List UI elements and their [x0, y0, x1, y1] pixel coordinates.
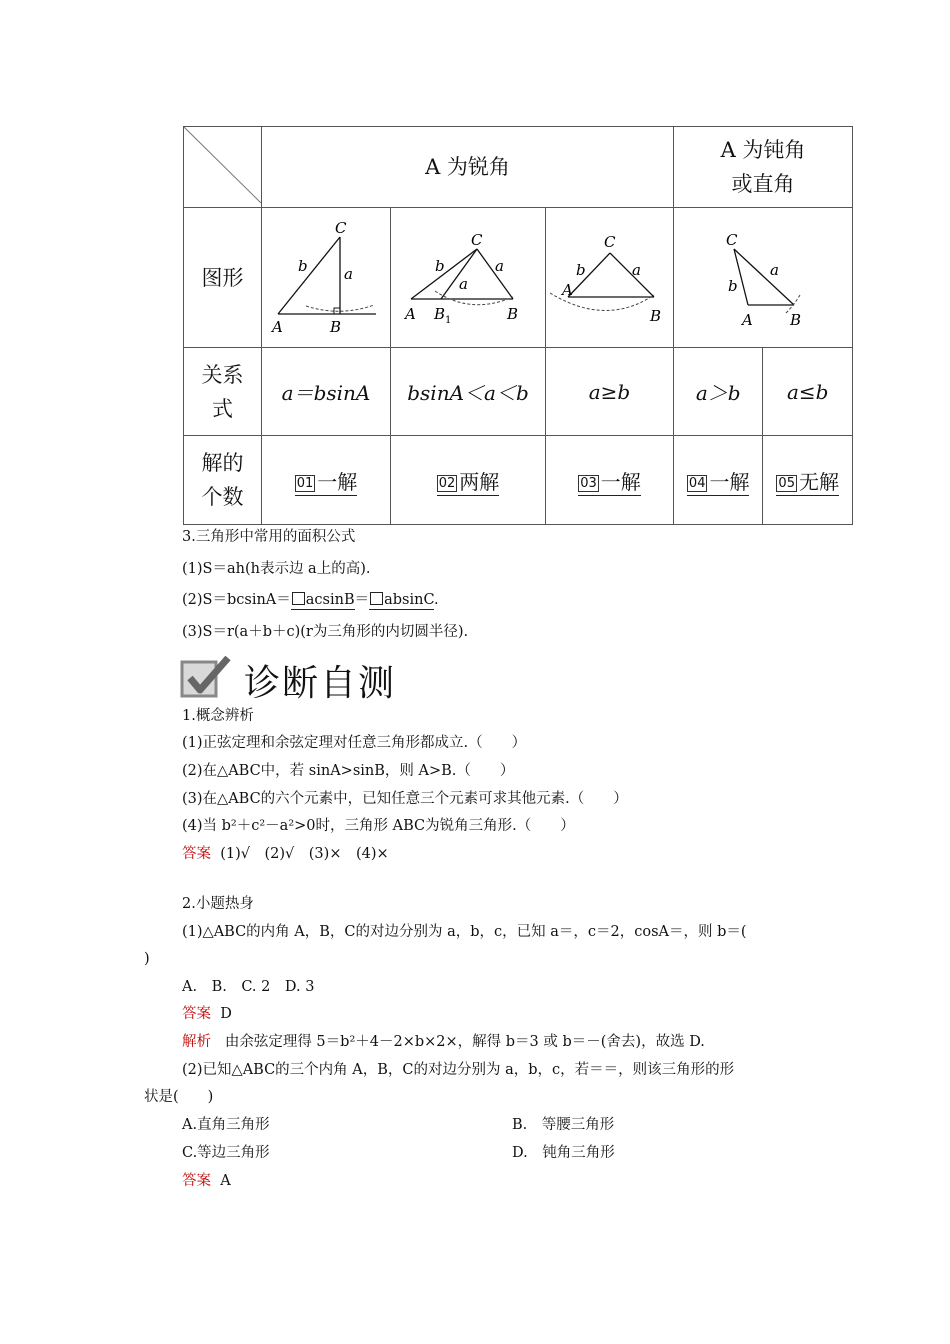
q2-p1-line2: ) [144, 951, 150, 967]
relation-2: bsinA＜a＜b [391, 348, 546, 436]
area-formula-2-b: acsinB [305, 592, 355, 608]
q1-answer-text: (1)√ (2)√ (3)× (4)× [220, 846, 389, 862]
label-b: b [298, 256, 308, 275]
q2-option-d: D. 钝角三角形 [512, 1145, 615, 1161]
q2-p1-analysis-text: 由余弦定理得 5＝b²＋4－2×b×2×，解得 b＝3 或 b＝－(舍去)，故选 D. [224, 1034, 705, 1050]
q1-answer-label: 答案 [182, 846, 211, 862]
label-C: C [335, 218, 347, 237]
label-B: B [507, 304, 519, 323]
q2-p1-analysis-label: 解析 [182, 1034, 211, 1050]
relation-5: a≤b [763, 348, 853, 436]
q2-p1-answer-label: 答案 [182, 1006, 211, 1022]
q2-p1-line1: (1)△ABC的内角 A，B，C的对边分别为 a，b，c，已知 a＝，c＝2，cosA＝，则 b＝( [182, 924, 747, 940]
q2-option-b: B. 等腰三角形 [512, 1117, 615, 1133]
label-C: C [726, 230, 738, 249]
q2-p1-answer [182, 1004, 232, 1024]
q1-item-4: (4)当 b²＋c²－a²>0时，三角形 ABC为锐角三角形.（ ） [182, 818, 575, 834]
q2-title: 2.小题热身 [182, 896, 254, 912]
answer-num-5: 05 [778, 475, 795, 491]
answer-text-4: 一解 [709, 469, 750, 494]
answer-cell-2 [391, 436, 546, 525]
area-formula-2-e: . [434, 592, 439, 608]
figure-cell-1 [262, 208, 391, 348]
area-formula-2-d: absinC [384, 592, 435, 608]
label-B1-sub: 1 [445, 314, 452, 326]
q1-title: 1.概念辨析 [182, 708, 254, 724]
answer-cell-4 [674, 436, 763, 525]
label-b: b [728, 276, 738, 295]
figure-cell-2 [391, 208, 546, 348]
answer-num-3: 03 [580, 475, 597, 491]
triangle-solution-table [183, 126, 853, 525]
header-obtuse [674, 127, 853, 208]
row-label-figure: 图形 [184, 208, 262, 348]
triangle-figure-a-ge-b [546, 209, 673, 347]
diagonal-line-icon [184, 127, 261, 203]
area-formula-2-c: ＝ [354, 592, 370, 608]
blank-box-icon [370, 592, 383, 605]
row-label-count-line1: 解的 [201, 451, 244, 475]
q2-p2-answer-label: 答案 [182, 1173, 211, 1189]
triangle-figure-obtuse [674, 209, 852, 347]
q1-item-2: (2)在△ABC中，若 sinA>sinB，则 A>B.（ ） [182, 763, 515, 779]
relation-1: a＝bsinA [262, 348, 391, 436]
blank-box-icon [292, 592, 305, 605]
relation-3: a≥b [546, 348, 674, 436]
figure-cell-3 [546, 208, 674, 348]
area-formula-2-a: (2)S＝bcsinA＝ [182, 592, 291, 608]
area-title: 3.三角形中常用的面积公式 [182, 529, 356, 545]
triangle-figure-right [262, 209, 390, 347]
header-obtuse-line2: 或直角 [731, 172, 795, 196]
header-acute: A 为锐角 [262, 127, 674, 208]
label-A: A [742, 310, 753, 329]
row-label-count-line2: 个数 [201, 485, 244, 509]
label-a-inner: a [459, 274, 468, 293]
label-C: C [604, 232, 616, 251]
area-formula-1: (1)S＝ah(h表示边 a上的高). [182, 561, 371, 577]
label-a: a [495, 256, 504, 275]
q2-p2-line2: 状是( ) [144, 1089, 214, 1105]
label-B: B [650, 306, 662, 325]
q2-option-c: C.等边三角形 [182, 1145, 270, 1161]
q1-item-3: (3)在△ABC的六个元素中，已知任意三个元素可求其他元素.（ ） [182, 791, 628, 807]
q2-p1-options: A. B. C. 2 D. 3 [182, 979, 315, 995]
q1-item-1: (1)正弦定理和余弦定理对任意三角形都成立.（ ） [182, 735, 527, 751]
label-b: b [576, 260, 586, 279]
answer-cell-3 [546, 436, 674, 525]
row-label-relation-line1: 关系 [201, 362, 244, 387]
table-corner-cell [184, 127, 262, 208]
area-formula-2 [182, 590, 439, 610]
label-A: A [405, 304, 416, 323]
relation-4: a＞b [674, 348, 763, 436]
label-B: B [790, 310, 802, 329]
q1-answer [182, 844, 389, 864]
area-formula-3: (3)S＝r(a＋b＋c)(r为三角形的内切圆半径). [182, 624, 469, 640]
label-a: a [770, 260, 779, 279]
label-b: b [435, 256, 445, 275]
answer-text-5: 无解 [798, 469, 839, 494]
answer-cell-5 [763, 436, 853, 525]
row-label-relation [184, 348, 262, 436]
checkbox-check-icon [180, 656, 236, 702]
q2-p2-line1: (2)已知△ABC的三个内角 A，B，C的对边分别为 a，b，c，若＝＝，则该三角形的形 [182, 1062, 735, 1078]
label-B: B [330, 317, 342, 336]
answer-num-2: 02 [438, 475, 456, 491]
label-a: a [344, 264, 353, 283]
q2-option-a: A.直角三角形 [182, 1117, 270, 1133]
label-A: A [272, 317, 283, 336]
row-label-count [184, 436, 262, 525]
answer-cell-1 [262, 436, 391, 525]
q2-p1-answer-text: D [220, 1006, 232, 1022]
figure-cell-4 [674, 208, 853, 348]
label-C: C [471, 230, 483, 249]
label-a: a [632, 260, 641, 279]
triangle-figure-two-solutions [391, 209, 545, 347]
section-title: 诊断自测 [244, 663, 397, 704]
q2-p2-answer-text: A [220, 1173, 231, 1189]
header-obtuse-line1: A 为钝角 [720, 138, 806, 162]
answer-num-1: 01 [296, 475, 314, 491]
q2-p2-answer [182, 1171, 231, 1191]
answer-text-1: 一解 [317, 469, 358, 494]
label-B1: B [434, 304, 446, 323]
answer-text-2: 两解 [459, 469, 500, 494]
row-label-relation-line2: 式 [212, 396, 233, 421]
label-A: A [562, 280, 573, 299]
answer-num-4: 04 [688, 475, 706, 491]
answer-text-3: 一解 [600, 469, 641, 494]
q2-p1-analysis [182, 1032, 705, 1052]
